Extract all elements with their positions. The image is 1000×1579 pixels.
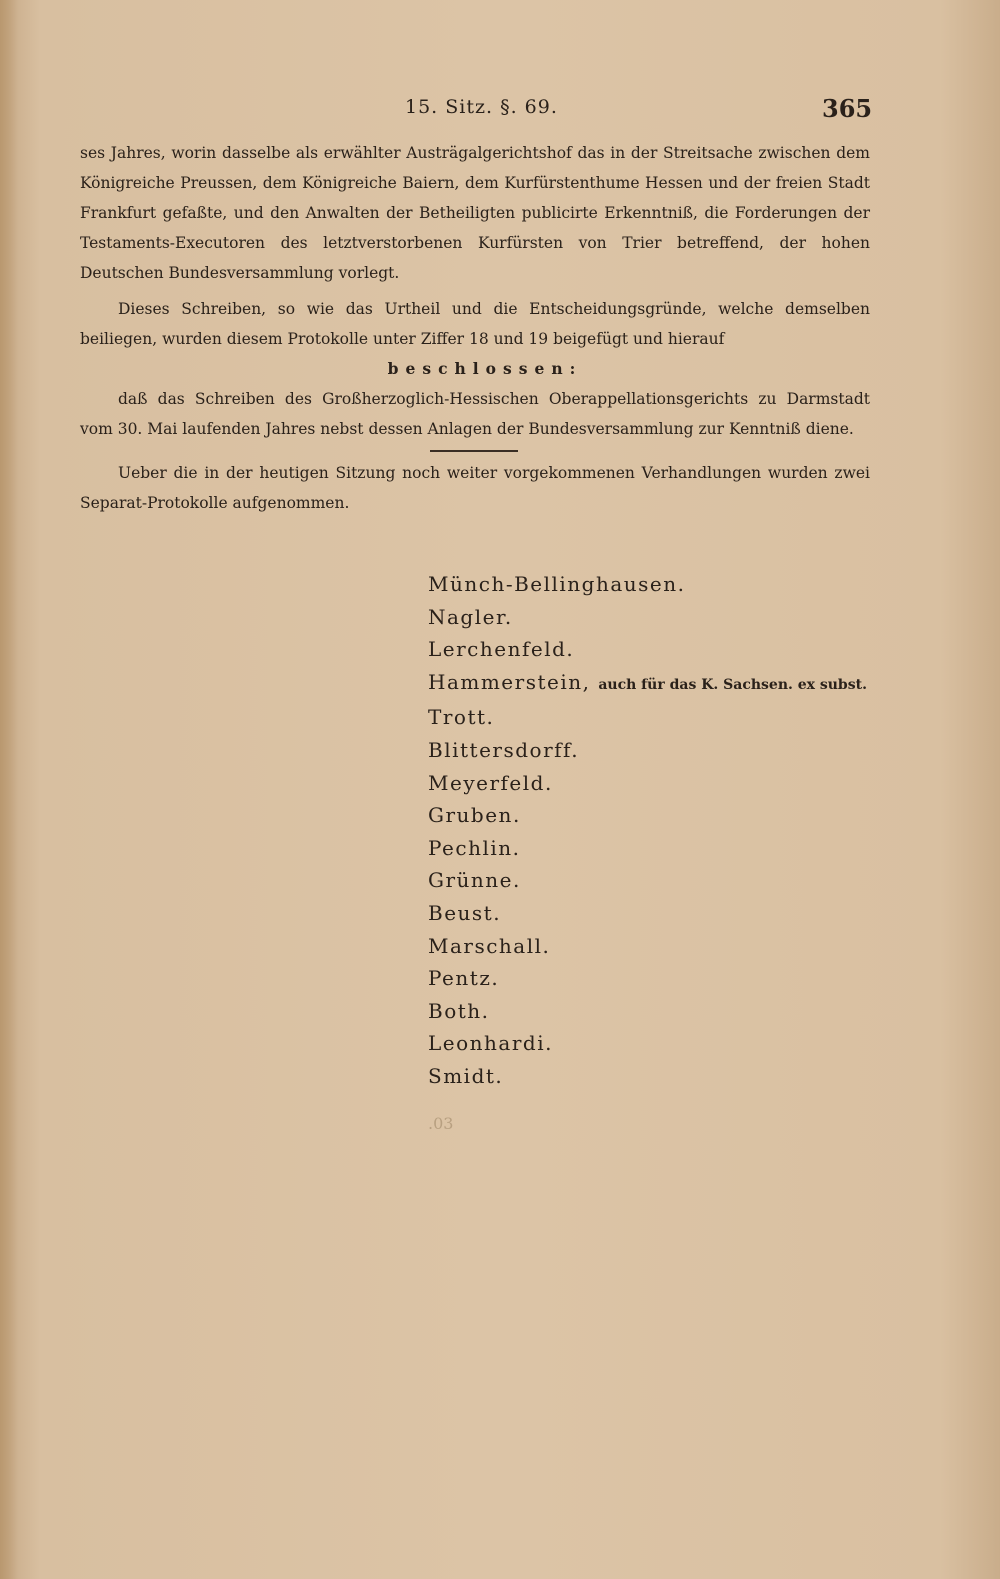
paragraph-separate-protocols: Ueber die in der heutigen Sitzung noch weiter vorgekommenen Verhandlungen wurden zwei Separat-Protokolle aufgenommen. (80, 464, 870, 512)
page-edge-shadow (0, 0, 18, 1579)
signature-name: Smidt. (428, 1063, 504, 1088)
resolution-heading: beschlossen: (387, 359, 583, 378)
signature-row (428, 995, 888, 1028)
signature-name: Leonhardi. (428, 1031, 553, 1056)
signature-name: Beust. (428, 900, 502, 925)
signature-row (428, 930, 888, 963)
signature-note: auch für das K. Sachsen. ex subst. (598, 676, 867, 693)
signature-row (428, 799, 888, 832)
signature-row (428, 1027, 888, 1060)
signature-name: Pentz. (428, 966, 500, 991)
signature-list (428, 568, 888, 1093)
signature-name: Blittersdorff. (428, 737, 580, 762)
signature-row (428, 864, 888, 897)
paragraph-letter-attachments: Dieses Schreiben, so wie das Urtheil und die Entscheidungsgründe, welche demselben beiliegen, wurden diesem Protokolle unter Ziffer 18 und 19 beigefügt und hierauf (80, 300, 870, 348)
signature-name: Hammerstein, (428, 669, 591, 694)
signature-row (428, 767, 888, 800)
signature-row (428, 568, 888, 601)
faint-footer-mark: .03 (428, 1114, 454, 1133)
paragraph-continuation: ses Jahres, worin dasselbe als erwählter Austrägalgerichtshof das in der Streitsache zwischen dem Königreiche Preussen, dem Königreiche Baiern, dem Kurfürstenthume Hessen und der freien Stadt Frankfurt gefaßte, und den Anwalten der Betheiligten publicirte Erkenntniß, die Forderungen der Testaments-Executoren des letztverstorbenen Kurfürsten von Trier betreffend, der hohen Deutschen Bundesversammlung vorlegt. (80, 144, 870, 282)
page-header (0, 96, 1000, 130)
signature-row (428, 1060, 888, 1093)
page-number: 365 (822, 94, 873, 123)
signature-name: Grünne. (428, 868, 521, 893)
running-head: 15. Sitz. §. 69. (405, 96, 558, 118)
signature-name: Trott. (428, 705, 495, 730)
signature-name: Gruben. (428, 803, 521, 828)
signature-row (428, 633, 888, 666)
signature-name: Lerchenfeld. (428, 637, 575, 662)
signature-row (428, 832, 888, 865)
body-text (80, 138, 870, 518)
signature-name: Münch-Bellinghausen. (428, 572, 686, 596)
separator-rule (430, 450, 518, 452)
paragraph-resolution-text: daß das Schreiben des Großherzoglich-Hessischen Oberappellationsgerichts zu Darmstadt vom 30. Mai laufenden Jahres nebst dessen Anlagen der Bundesversammlung zur Kenntniß diene. (80, 390, 870, 438)
signature-name: Meyerfeld. (428, 770, 553, 795)
signature-row (428, 734, 888, 767)
signature-name: Both. (428, 998, 490, 1023)
signature-row (428, 701, 888, 734)
signature-row (428, 601, 888, 634)
signature-row (428, 666, 888, 702)
signature-row (428, 897, 888, 930)
signature-name: Pechlin. (428, 835, 521, 860)
signature-name: Marschall. (428, 933, 551, 958)
signature-row (428, 962, 888, 995)
signature-name: Nagler. (428, 604, 513, 629)
